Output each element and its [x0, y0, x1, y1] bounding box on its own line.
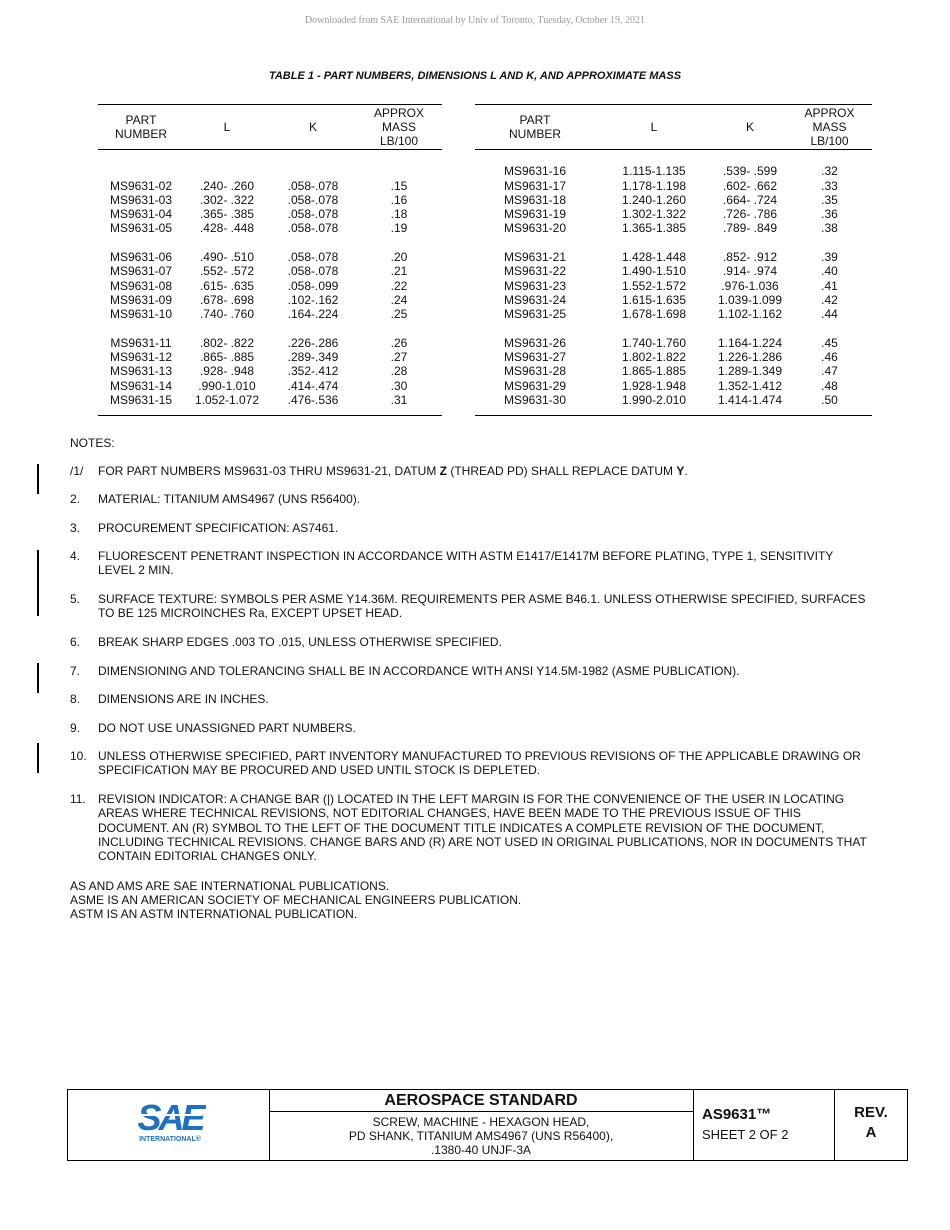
cell-mass: .18: [390, 207, 408, 222]
cell-k: .058-.078: [287, 207, 339, 222]
cell-l: .365- .385: [199, 207, 255, 222]
cell-part: MS9631-09: [109, 292, 173, 307]
cell-k: .352-.412: [287, 364, 339, 379]
cell-l: .615- .635: [199, 278, 255, 293]
cell-mass: .21: [390, 264, 408, 279]
cell-k: .976-1.036: [721, 278, 779, 293]
note-text: MATERIAL: TITANIUM AMS4967 (UNS R56400).: [98, 492, 361, 506]
cell-l: .928- .948: [199, 364, 255, 379]
cell-mass: .48: [821, 378, 838, 393]
logo-text: SAE: [137, 1098, 203, 1138]
cell-mass: .15: [390, 178, 408, 193]
mass-header: APPROX MASS LB/100: [787, 105, 872, 150]
cell-k: .539- .599: [722, 164, 778, 179]
change-bar: [37, 464, 39, 494]
cell-l: .990-1.010: [198, 378, 256, 393]
cell-mass: .40: [821, 264, 838, 279]
table-row: [98, 264, 442, 278]
cell-mass: .16: [390, 192, 408, 207]
cell-k: .476-.536: [287, 393, 339, 408]
cell-k: 1.164-1.224: [717, 335, 783, 350]
mass-header: APPROX MASS LB/100: [356, 105, 442, 150]
note-text: BREAK SHARP EDGES .003 TO .015, UNLESS OTHERWISE SPECIFIED.: [98, 635, 502, 649]
cell-l: 1.740-1.760: [621, 335, 687, 350]
cell-part: MS9631-03: [109, 192, 173, 207]
note-number: 9.: [70, 721, 81, 735]
cell-mass: .50: [821, 393, 838, 408]
note-text: SURFACE TEXTURE: SYMBOLS PER ASME Y14.36M. REQUIREMENTS PER ASME B46.1. UNLESS OTHERWISE SPECIFIED, SURFACES TO BE 125 MICROINCHES Ra, EXCEPT UPSET HEAD.: [98, 592, 866, 621]
cell-l: .678- .698: [199, 292, 255, 307]
cell-l: .240- .260: [199, 178, 255, 193]
cell-mass: .46: [821, 350, 838, 365]
sae-logo: [136, 1098, 206, 1144]
note-item: [70, 521, 870, 535]
table-row: [98, 393, 442, 407]
table-row: [98, 293, 442, 307]
cell-k: 1.289-1.349: [717, 364, 783, 379]
spacer-row: [98, 150, 442, 165]
cell-part: MS9631-30: [503, 393, 567, 408]
cell-l: .428- .448: [199, 221, 255, 236]
note-number: 8.: [70, 692, 81, 706]
cell-k: 1.352-1.412: [717, 378, 783, 393]
note-text: FOR PART NUMBERS MS9631-03 THRU MS9631-21, DATUM Z (THREAD PD) SHALL REPLACE DATUM Y.: [98, 464, 688, 478]
cell-part: MS9631-16: [503, 164, 567, 179]
table-row: [98, 221, 442, 235]
cell-mass: .24: [390, 292, 408, 307]
cell-mass: .31: [390, 393, 408, 408]
table-row: [475, 179, 872, 193]
cell-k: .226-.286: [287, 335, 339, 350]
table-title: TABLE 1 - PART NUMBERS, DIMENSIONS L AND K, AND APPROXIMATE MASS: [268, 70, 682, 82]
cell-l: 1.428-1.448: [621, 250, 687, 265]
table-row: [475, 307, 872, 321]
cell-k: .414-.474: [287, 378, 339, 393]
note-item: [70, 792, 870, 863]
cell-k: .726- .786: [722, 207, 778, 222]
l-header: L: [595, 105, 713, 150]
cell-mass: .25: [390, 307, 408, 322]
cell-mass: .19: [390, 221, 408, 236]
cell-l: 1.865-1.885: [621, 364, 687, 379]
part-number-header: PART NUMBER: [98, 105, 184, 150]
sheet-number: SHEET 2 OF 2: [702, 1127, 789, 1142]
cell-part: MS9631-28: [503, 364, 567, 379]
cell-part: MS9631-12: [109, 350, 173, 365]
cell-l: 1.552-1.572: [621, 278, 687, 293]
cell-k: 1.226-1.286: [717, 350, 783, 365]
table-row: [475, 207, 872, 221]
table-row: [98, 207, 442, 221]
cell-k: .664- .724: [722, 192, 778, 207]
k-header: K: [270, 105, 356, 150]
table-row: [98, 307, 442, 321]
cell-part: MS9631-18: [503, 192, 567, 207]
standard-cell: [269, 1090, 694, 1160]
table-row: [98, 364, 442, 378]
cell-part: MS9631-21: [503, 250, 567, 265]
cell-mass: .26: [390, 335, 408, 350]
cell-k: .789- .849: [722, 221, 778, 236]
table-end-rule: [475, 407, 872, 416]
cell-k: .058-.078: [287, 192, 339, 207]
cell-part: MS9631-15: [109, 393, 173, 408]
cell-l: .740- .760: [199, 307, 255, 322]
table-row: [98, 379, 442, 393]
change-bar: [37, 663, 39, 693]
table-row: [98, 250, 442, 264]
change-bar: [37, 743, 39, 773]
cell-k: .289-.349: [287, 350, 339, 365]
spacer-row: [98, 322, 442, 336]
cell-mass: .22: [390, 278, 408, 293]
table-header-row: [98, 105, 442, 150]
table-row: [98, 336, 442, 350]
cell-l: 1.240-1.260: [621, 192, 687, 207]
cell-part: MS9631-26: [503, 335, 567, 350]
spacer-row: [98, 236, 442, 250]
cell-part: MS9631-06: [109, 250, 173, 265]
note-number: 11.: [70, 792, 86, 806]
download-notice: Downloaded from SAE International by Univ of Toronto, Tuesday, October 19, 2021: [304, 15, 646, 26]
cell-part: MS9631-04: [109, 207, 173, 222]
note-item: [70, 749, 870, 778]
standard-heading: AEROSPACE STANDARD: [269, 1090, 693, 1112]
cell-l: 1.990-2.010: [621, 393, 687, 408]
cell-mass: .38: [821, 221, 838, 236]
notes-heading: NOTES:: [70, 436, 115, 450]
table-row: [475, 250, 872, 264]
note-text: PROCUREMENT SPECIFICATION: AS7461.: [98, 521, 339, 535]
cell-part: MS9631-24: [503, 292, 567, 307]
cell-part: MS9631-17: [503, 178, 567, 193]
cell-part: MS9631-19: [503, 207, 567, 222]
title-block: [67, 1089, 908, 1161]
note-number: 4.: [70, 549, 81, 563]
document-number: AS9631™: [702, 1106, 772, 1123]
table-row: [98, 279, 442, 293]
note-text: FLUORESCENT PENETRANT INSPECTION IN ACCORDANCE WITH ASTM E1417/E1417M BEFORE PLATING, TYPE 1, SENSITIVITY LEVEL 2 MIN.: [98, 549, 834, 578]
cell-part: MS9631-08: [109, 278, 173, 293]
cell-part: MS9631-10: [109, 307, 173, 322]
cell-mass: .20: [390, 250, 408, 265]
note-text: DIMENSIONING AND TOLERANCING SHALL BE IN ACCORDANCE WITH ANSI Y14.5M-1982 (ASME PUBLICATION).: [98, 664, 740, 678]
note-text: UNLESS OTHERWISE SPECIFIED, PART INVENTORY MANUFACTURED TO PREVIOUS REVISIONS OF THE APPLICABLE DRAWING OR SPECIFICATION MAY BE PROCURED AND USED UNTIL STOCK IS DEPLETED.: [98, 749, 861, 778]
note-number: 5.: [70, 592, 81, 606]
note-text: DIMENSIONS ARE IN INCHES.: [98, 692, 269, 706]
logo-cell: [68, 1090, 270, 1160]
table-end-rule: [98, 407, 442, 416]
cell-k: .058-.099: [287, 278, 339, 293]
spacer-row: [98, 164, 442, 178]
cell-l: 1.178-1.198: [621, 178, 687, 193]
note-item: [70, 664, 870, 678]
cell-mass: .33: [821, 178, 838, 193]
publication-line: ASME IS AN AMERICAN SOCIETY OF MECHANICAL ENGINEERS PUBLICATION.: [70, 893, 522, 907]
publications-list: [70, 879, 521, 921]
table-row: [475, 364, 872, 378]
cell-l: .302- .322: [199, 192, 255, 207]
cell-mass: .27: [390, 350, 408, 365]
cell-l: .802- .822: [199, 335, 255, 350]
cell-l: .552- .572: [199, 264, 255, 279]
publication-line: AS AND AMS ARE SAE INTERNATIONAL PUBLICATIONS.: [70, 879, 390, 893]
cell-part: MS9631-02: [109, 178, 173, 193]
note-item: [70, 635, 870, 649]
cell-k: 1.414-1.474: [717, 393, 783, 408]
cell-part: MS9631-05: [109, 221, 173, 236]
cell-l: 1.928-1.948: [621, 378, 687, 393]
table-row: [98, 193, 442, 207]
cell-part: MS9631-14: [109, 378, 173, 393]
k-header: K: [713, 105, 787, 150]
note-item: [70, 492, 870, 506]
cell-l: 1.490-1.510: [621, 264, 687, 279]
note-text: DO NOT USE UNASSIGNED PART NUMBERS.: [98, 721, 356, 735]
note-number: 3.: [70, 521, 81, 535]
note-item: [70, 464, 870, 478]
note-item: [70, 692, 870, 706]
note-number: 10.: [70, 749, 87, 763]
note-item: [70, 549, 870, 578]
table-row: [475, 393, 872, 407]
cell-mass: .35: [821, 192, 838, 207]
table-row: [475, 164, 872, 178]
note-number: 6.: [70, 635, 81, 649]
cell-part: MS9631-22: [503, 264, 567, 279]
cell-l: 1.115-1.135: [622, 164, 686, 179]
cell-part: MS9631-25: [503, 307, 567, 322]
l-header: L: [184, 105, 270, 150]
cell-mass: .41: [821, 278, 838, 293]
cell-k: .602- .662: [722, 178, 778, 193]
table-row: [475, 264, 872, 278]
revision-cell: [835, 1090, 907, 1160]
cell-part: MS9631-11: [110, 335, 172, 350]
note-number: 2.: [70, 492, 81, 506]
cell-l: 1.615-1.635: [621, 292, 687, 307]
note-item: [70, 721, 870, 735]
part-table-right: [475, 104, 872, 416]
spacer-row: [475, 236, 872, 250]
change-bar: [37, 550, 39, 616]
standard-description: SCREW, MACHINE - HEXAGON HEAD, PD SHANK, TITANIUM AMS4967 (UNS R56400), .1380-40 UNJF-3A: [348, 1115, 614, 1157]
cell-k: .102-.162: [287, 292, 339, 307]
cell-mass: .39: [821, 250, 838, 265]
publication-line: ASTM IS AN ASTM INTERNATIONAL PUBLICATION.: [70, 907, 358, 921]
cell-mass: .28: [390, 364, 408, 379]
cell-k: 1.102-1.162: [717, 307, 783, 322]
table-row: [98, 350, 442, 364]
table-row: [475, 379, 872, 393]
document-cell: [694, 1090, 835, 1160]
cell-l: .865- .885: [199, 350, 255, 365]
cell-k: .058-.078: [287, 250, 339, 265]
cell-part: MS9631-23: [503, 278, 567, 293]
cell-mass: .32: [821, 164, 838, 179]
table-row: [98, 179, 442, 193]
table-row: [475, 293, 872, 307]
cell-mass: .45: [821, 335, 838, 350]
cell-part: MS9631-20: [503, 221, 567, 236]
table-row: [475, 350, 872, 364]
cell-l: .490- .510: [199, 250, 255, 265]
cell-k: .914- .974: [722, 264, 778, 279]
cell-l: 1.302-1.322: [621, 207, 687, 222]
table-body-right: [475, 150, 872, 416]
cell-k: .164-.224: [287, 307, 339, 322]
cell-part: MS9631-27: [503, 350, 567, 365]
table-row: [475, 221, 872, 235]
cell-k: .852- .912: [722, 250, 778, 265]
cell-mass: .47: [821, 364, 838, 379]
spacer-row: [475, 322, 872, 336]
table-row: [475, 279, 872, 293]
note-text: REVISION INDICATOR: A CHANGE BAR (|) LOCATED IN THE LEFT MARGIN IS FOR THE CONVENIENCE OF THE USER IN LOCATING AREAS WHERE TECHNICAL REVISIONS, NOT EDITORIAL CHANGES, HAVE BEEN MADE TO THE PREVIOUS ISSUE OF THIS DOCUMENT. AN (R) SYMBOL TO THE LEFT OF THE DOCUMENT TITLE INDICATES A COMPLETE REVISION OF THE DOCUMENT, INCLUDING TECHNICAL REVISIONS. CHANGE BARS AND (R) ARE NOT USED IN ORIGINAL PUBLICATIONS, NOR IN DOCUMENTS THAT CONTAIN EDITORIAL CHANGES ONLY.: [98, 792, 867, 864]
table-header-row: [475, 105, 872, 150]
cell-part: MS9631-29: [503, 378, 567, 393]
cell-k: 1.039-1.099: [717, 292, 783, 307]
cell-mass: .30: [390, 378, 408, 393]
table-row: [475, 336, 872, 350]
cell-part: MS9631-07: [109, 264, 173, 279]
cell-l: 1.365-1.385: [621, 221, 687, 236]
cell-mass: .44: [821, 307, 838, 322]
note-number: 7.: [70, 664, 81, 678]
table-row: [475, 193, 872, 207]
revision: REV. A: [854, 1104, 888, 1141]
cell-part: MS9631-13: [109, 364, 173, 379]
cell-mass: .42: [821, 292, 838, 307]
cell-l: 1.052-1.072: [194, 393, 260, 408]
cell-mass: .36: [821, 207, 838, 222]
note-item: [70, 592, 870, 621]
spacer-row: [475, 150, 872, 165]
cell-l: 1.678-1.698: [621, 307, 687, 322]
part-number-header: PART NUMBER: [475, 105, 595, 150]
table-body-left: [98, 150, 442, 416]
cell-k: .058-.078: [287, 264, 339, 279]
cell-k: .058-.078: [287, 178, 339, 193]
cell-l: 1.802-1.822: [621, 350, 687, 365]
logo-subtext: INTERNATIONAL®: [139, 1136, 201, 1143]
part-table-left: [98, 104, 442, 416]
note-number: /1/: [70, 464, 84, 478]
cell-k: .058-.078: [287, 221, 339, 236]
